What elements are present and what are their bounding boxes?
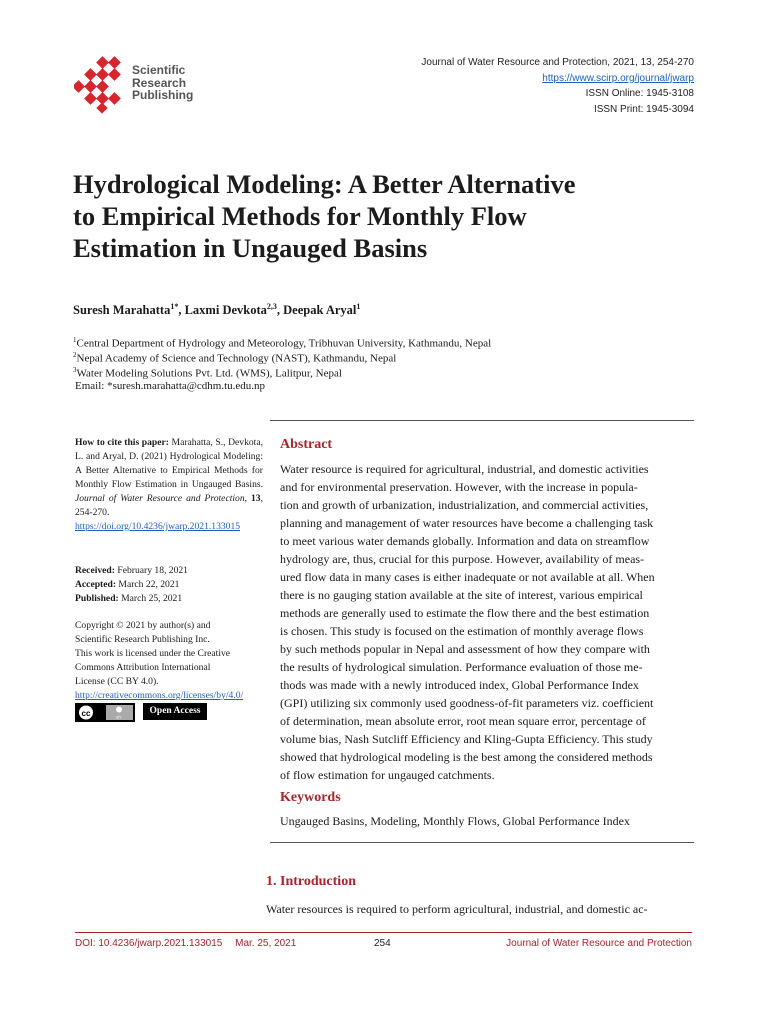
cc-by-text: BY: [116, 714, 122, 720]
affiliation-sup: 2: [73, 351, 77, 359]
author-affil-sup: 1: [356, 302, 361, 311]
footer-rule: [75, 932, 692, 933]
license-notice: [75, 619, 265, 703]
abstract-line: of determination, mean absolute error, root mean square error, percentage of: [280, 714, 646, 728]
page-number: 254: [374, 938, 391, 949]
journal-citation: Journal of Water Resource and Protection, 2021, 13, 254-270: [421, 57, 694, 68]
abstract-line: ured flow data in many cases is either inadequate or not available at all. When: [280, 570, 655, 584]
cite-journal: Journal of Water Resource and Protection: [75, 493, 245, 504]
received-label: Received:: [75, 565, 115, 576]
title-line: Hydrological Modeling: A Better Alternative: [73, 169, 576, 199]
open-access-badge[interactable]: Open Access: [143, 703, 207, 720]
keywords-heading: Keywords: [280, 790, 341, 805]
affiliation-sup: 3: [73, 366, 77, 374]
abstract-line: there is no gauging station available at the site of interest, various empirical: [280, 588, 643, 602]
abstract-heading: Abstract: [280, 437, 333, 452]
creative-commons-icon: [76, 704, 134, 721]
affiliation-text: Water Modeling Solutions Pvt. Ltd. (WMS), Lalitpur, Nepal: [76, 367, 342, 380]
affiliation-text: Nepal Academy of Science and Technology (NAST), Kathmandu, Nepal: [76, 352, 397, 365]
cite-separator: ,: [244, 493, 251, 504]
introduction-heading: 1. Introduction: [266, 874, 356, 889]
divider: [270, 842, 694, 843]
accepted-date: March 22, 2021: [116, 579, 180, 590]
abstract-line: by such methods popular in Nepal and assessment of how they compare with: [280, 642, 650, 656]
paper-title: [73, 168, 693, 264]
publisher-name-line: Research: [132, 75, 187, 90]
license-badges: [75, 703, 207, 722]
license-line: Copyright © 2021 by author(s) and: [75, 620, 211, 631]
license-url-link[interactable]: http://creativecommons.org/licenses/by/4.0/: [75, 690, 244, 701]
published-label: Published:: [75, 593, 119, 604]
affiliation-text: Central Department of Hydrology and Meteorology, Tribhuvan University, Kathmandu, Nepal: [76, 337, 492, 350]
abstract-line: volume bias, Nash Sutcliff Efficiency and Kling-Gupta Efficiency. This study: [280, 732, 653, 746]
affiliation-sup: 1: [73, 336, 77, 344]
abstract-line: hydrology are, thus, crucial for this purpose. However, availability of meas-: [280, 552, 645, 566]
author-name: Laxmi Devkota: [184, 303, 267, 318]
license-line: Commons Attribution International: [75, 662, 211, 673]
abstract-line: methods are generally used to estimate the flow there and the best estimation: [280, 606, 650, 620]
author-affil-sup: 1*: [170, 302, 179, 311]
author-list: Suresh Marahatta$^{1*}$, Laxmi Devkota$^{2,3}$, Deepak Aryal$^1$: [73, 302, 361, 318]
footer-date: Mar. 25, 2021: [235, 938, 297, 949]
cc-badge-text: cc: [81, 709, 91, 718]
abstract-line: thods was made with a newly introduced index, Global Performance Index: [280, 678, 639, 692]
abstract-line: planning and management of water resources have become a challenging task: [280, 516, 654, 530]
publisher-name: [132, 64, 193, 102]
publisher-name-line: Scientific: [132, 63, 186, 77]
footer-journal: Journal of Water Resource and Protection: [506, 938, 692, 949]
abstract-line: is chosen. This study is focused on the estimation of monthly average flows: [280, 624, 644, 638]
license-line: Scientific Research Publishing Inc.: [75, 634, 210, 645]
corresponding-email: Email: *suresh.marahatta@cdhm.tu.edu.np: [75, 380, 266, 392]
article-dates: [75, 564, 188, 606]
published-date: March 25, 2021: [118, 593, 183, 604]
abstract-line: tion and growth of urbanization, industrialization, and commercial activities,: [280, 498, 649, 512]
author-name: Deepak Aryal: [283, 303, 357, 318]
abstract-line: (GPI) utilizing six commonly used goodness-of-fit parameters viz. coefficient: [280, 696, 654, 710]
divider: [270, 420, 694, 421]
introduction-text: Water resources is required to perform agricultural, industrial, and domestic ac-: [266, 902, 648, 916]
journal-info: [421, 55, 694, 117]
abstract-line: showed that hydrological modeling is the best among the considered methods: [280, 750, 653, 764]
received-date: February 18, 2021: [114, 565, 188, 576]
license-line: This work is licensed under the Creative: [75, 648, 231, 659]
cite-label: How to cite this paper:: [75, 437, 169, 448]
cite-text: Marahatta, S., Devkota, L. and Aryal, D. (2021) Hydrological Modeling: A Better Alternative to Empirical Methods for Monthly Flow Estimation in Ungauged Basins.: [75, 437, 264, 490]
abstract-line: the results of hydrological simulation. Performance evaluation of those me-: [280, 660, 643, 674]
footer-doi: DOI: 10.4236/jwarp.2021.133015: [75, 938, 223, 949]
how-to-cite: [75, 436, 263, 534]
cite-volume: 13: [251, 493, 261, 504]
publisher-name-line: Publishing: [132, 88, 194, 102]
abstract-line: to meet various water demands globally. Information and data on streamflow: [280, 534, 650, 548]
issn-print: ISSN Print: 1945-3094: [593, 103, 694, 115]
publisher-logo-icon: [74, 54, 134, 114]
keywords-list: Ungauged Basins, Modeling, Monthly Flows, Global Performance Index: [280, 814, 630, 828]
title-line: to Empirical Methods for Monthly Flow: [73, 201, 527, 231]
abstract-line: Water resource is required for agricultural, industrial, and domestic activities: [280, 462, 649, 476]
title-line: Estimation in Ungauged Basins: [73, 233, 428, 263]
page-footer: [75, 938, 692, 949]
issn-online: ISSN Online: 1945-3108: [585, 88, 694, 99]
cc-by-badge[interactable]: [75, 703, 135, 722]
abstract-body: [280, 460, 693, 784]
cite-doi-link[interactable]: https://doi.org/10.4236/jwarp.2021.133015: [75, 521, 241, 532]
author-affil-sup: 2,3: [266, 302, 277, 311]
abstract-line: of flow estimation for ungauged catchments.: [280, 768, 495, 782]
cite-pages: , 254-270.: [75, 493, 263, 518]
journal-url-link[interactable]: https://www.scirp.org/journal/jwarp: [542, 72, 694, 84]
accepted-label: Accepted:: [75, 579, 117, 590]
author-name: Suresh Marahatta: [73, 303, 171, 318]
abstract-line: and for environmental preservation. However, with the increase in popula-: [280, 480, 638, 494]
license-line: License (CC BY 4.0).: [75, 676, 159, 687]
